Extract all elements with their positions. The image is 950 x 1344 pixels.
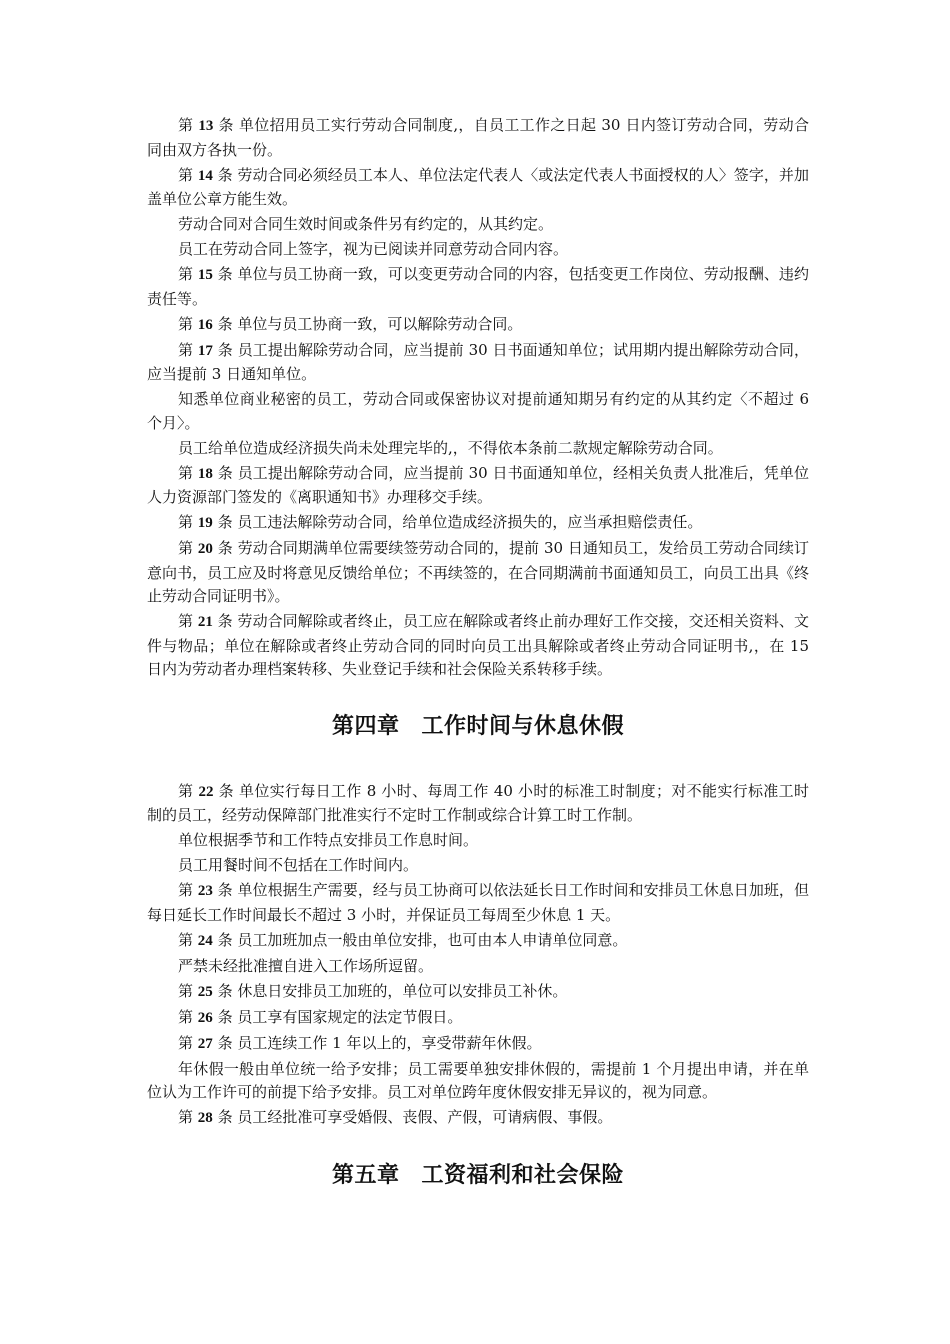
- paragraph-text: 员工享有国家规定的法定节假日。: [237, 1007, 463, 1026]
- article-number: 17: [197, 342, 213, 359]
- article-paragraph: [147, 263, 809, 311]
- article-suffix: 条: [217, 165, 233, 184]
- paragraph-text: 单位实行每日工作 8 小时、每周工作 40 小时的标准工时制度；对不能实行标准工时制的员工，经劳动保障部门批准实行不定时工作制或综合计算工时工作制。: [147, 781, 809, 824]
- paragraph-text: 员工在劳动合同上签字，视为已阅读并同意劳动合同内容。: [178, 240, 569, 258]
- paragraph-text: 单位招用员工实行劳动合同制度,，自员工工作之日起 30 日内签订劳动合同，劳动合同由双方各执一份。: [147, 116, 809, 159]
- article-prefix: 第: [178, 781, 194, 800]
- article-prefix: 第: [178, 513, 194, 531]
- chapter-heading: [147, 1155, 809, 1195]
- article-suffix: 条: [217, 539, 233, 557]
- body-paragraph: [147, 1058, 809, 1105]
- article-number: 16: [197, 316, 213, 333]
- article-suffix: 条: [217, 981, 233, 1000]
- article-suffix: 条: [217, 1033, 233, 1052]
- paragraph-text: 员工经批准可享受婚假、丧假、产假，可请病假、事假。: [237, 1108, 613, 1126]
- chapter-title: 工作时间与休息休假: [421, 712, 625, 739]
- article-suffix: 条: [217, 265, 233, 283]
- paragraph-text: 员工连续工作 1 年以上的，享受带薪年休假。: [237, 1033, 542, 1052]
- articles-section-1: [147, 114, 809, 682]
- paragraph-text: 员工加班加点一般由单位安排，也可由本人申请单位同意。: [237, 930, 628, 949]
- article-suffix: 条: [217, 314, 233, 333]
- article-paragraph: [147, 339, 809, 387]
- articles-section-2: [147, 780, 809, 1131]
- article-suffix: 条: [217, 463, 233, 482]
- article-prefix: 第: [178, 1007, 194, 1026]
- chapter-number: 第五章: [331, 1161, 400, 1188]
- article-paragraph: [147, 313, 809, 338]
- article-suffix: 条: [217, 612, 233, 630]
- chapter-heading: [147, 706, 809, 746]
- article-number: 18: [197, 465, 213, 482]
- article-number: 14: [197, 167, 213, 184]
- article-number: 13: [198, 118, 214, 134]
- body-paragraph: [147, 238, 809, 262]
- article-suffix: 条: [217, 340, 233, 359]
- paragraph-text: 年休假一般由单位统一给予安排；员工需要单独安排休假的，需提前 1 个月提出申请，并在单位认为工作许可的前提下给予安排。员工对单位跨年度休假安排无异议的，视为同意。: [147, 1059, 809, 1101]
- article-prefix: 第: [178, 1108, 194, 1126]
- article-suffix: 条: [217, 881, 233, 899]
- article-prefix: 第: [178, 981, 194, 1000]
- article-paragraph: [147, 462, 809, 510]
- article-paragraph: [147, 929, 809, 954]
- article-paragraph: [147, 511, 809, 536]
- paragraph-text: 单位与员工协商一致，可以解除劳动合同。: [237, 314, 523, 333]
- body-paragraph: [147, 388, 809, 435]
- article-prefix: 第: [178, 930, 194, 949]
- body-paragraph: [147, 437, 809, 461]
- article-number: 21: [197, 614, 213, 630]
- body-paragraph: [147, 854, 809, 878]
- article-prefix: 第: [178, 116, 194, 134]
- article-suffix: 条: [217, 513, 233, 531]
- article-number: 26: [197, 1009, 213, 1026]
- article-prefix: 第: [178, 881, 194, 899]
- article-number: 15: [197, 267, 213, 283]
- paragraph-text: 劳动合同对合同生效时间或条件另有约定的，从其约定。: [178, 215, 554, 233]
- article-prefix: 第: [178, 165, 194, 184]
- article-prefix: 第: [178, 265, 194, 283]
- paragraph-text: 员工给单位造成经济损失尚未处理完毕的,，不得依本条前二款规定解除劳动合同。: [178, 438, 723, 457]
- chapter-title: 工资福利和社会保险: [421, 1161, 625, 1188]
- article-prefix: 第: [178, 1033, 194, 1052]
- paragraph-text: 员工提出解除劳动合同，应当提前 30 日书面通知单位，经相关负责人批准后，凭单位人力资源部门签发的《离职通知书》办理移交手续。: [147, 463, 809, 506]
- article-number: 27: [197, 1035, 213, 1052]
- article-suffix: 条: [218, 781, 234, 800]
- article-suffix: 条: [217, 1108, 233, 1126]
- paragraph-text: 休息日安排员工加班的，单位可以安排员工补休。: [237, 981, 568, 1000]
- chapter-number: 第四章: [331, 712, 400, 739]
- article-paragraph: [147, 537, 809, 609]
- article-number: 28: [197, 1110, 213, 1126]
- paragraph-text: 员工违法解除劳动合同，给单位造成经济损失的，应当承担赔偿责任。: [237, 513, 703, 531]
- article-paragraph: [147, 610, 809, 682]
- article-paragraph: [147, 879, 809, 927]
- article-number: 19: [197, 515, 213, 531]
- article-suffix: 条: [217, 930, 233, 949]
- paragraph-text: 劳动合同必须经员工本人、单位法定代表人〈或法定代表人书面授权的人〉签字，并加盖单位公章方能生效。: [147, 165, 809, 208]
- article-number: 20: [197, 541, 213, 557]
- article-paragraph: [147, 164, 809, 212]
- article-suffix: 条: [217, 1007, 233, 1026]
- paragraph-text: 单位根据季节和工作特点安排员工作息时间。: [178, 831, 479, 849]
- paragraph-text: 员工提出解除劳动合同，应当提前 30 日书面通知单位；试用期内提出解除劳动合同，应当提前 3 日通知单位。: [147, 340, 809, 383]
- article-number: 22: [198, 783, 214, 800]
- article-prefix: 第: [178, 340, 194, 359]
- article-suffix: 条: [218, 116, 234, 134]
- article-paragraph: [147, 980, 809, 1005]
- article-number: 24: [197, 932, 213, 949]
- paragraph-text: 知悉单位商业秘密的员工，劳动合同或保密协议对提前通知期另有约定的从其约定〈不超过 6 个月〉。: [147, 390, 809, 432]
- article-paragraph: [147, 114, 809, 162]
- article-paragraph: [147, 1032, 809, 1057]
- article-paragraph: [147, 1106, 809, 1131]
- article-number: 23: [197, 883, 213, 899]
- paragraph-text: 严禁未经批准擅自进入工作场所逗留。: [178, 956, 434, 975]
- article-prefix: 第: [178, 463, 194, 482]
- article-paragraph: [147, 1006, 809, 1031]
- article-prefix: 第: [178, 314, 194, 333]
- paragraph-text: 员工用餐时间不包括在工作时间内。: [178, 856, 419, 874]
- article-prefix: 第: [178, 612, 194, 630]
- paragraph-text: 单位与员工协商一致，可以变更劳动合同的内容，包括变更工作岗位、劳动报酬、违约责任等。: [147, 265, 809, 308]
- paragraph-text: 单位根据生产需要，经与员工协商可以依法延长日工作时间和安排员工休息日加班，但每日延长工作时间最长不超过 3 小时，并保证员工每周至少休息 1 天。: [147, 881, 809, 924]
- paragraph-text: 劳动合同期满单位需要续签劳动合同的，提前 30 日通知员工，发给员工劳动合同续订意向书，员工应及时将意见反馈给单位；不再续签的，在合同期满前书面通知员工，向员工出具《终止劳动合同证明书》。: [147, 539, 809, 605]
- article-prefix: 第: [178, 539, 194, 557]
- article-number: 25: [197, 983, 213, 1000]
- document-page: [147, 114, 809, 1195]
- body-paragraph: [147, 213, 809, 237]
- paragraph-text: 劳动合同解除或者终止，员工应在解除或者终止前办理好工作交接，交还相关资料、文件与物品；单位在解除或者终止劳动合同的同时向员工出具解除或者终止劳动合同证明书,，在 15 日内为劳动者办理档案转移、失业登记手续和社会保险关系转移手续。: [147, 612, 809, 678]
- body-paragraph: [147, 955, 809, 979]
- article-paragraph: [147, 780, 809, 828]
- body-paragraph: [147, 829, 809, 853]
